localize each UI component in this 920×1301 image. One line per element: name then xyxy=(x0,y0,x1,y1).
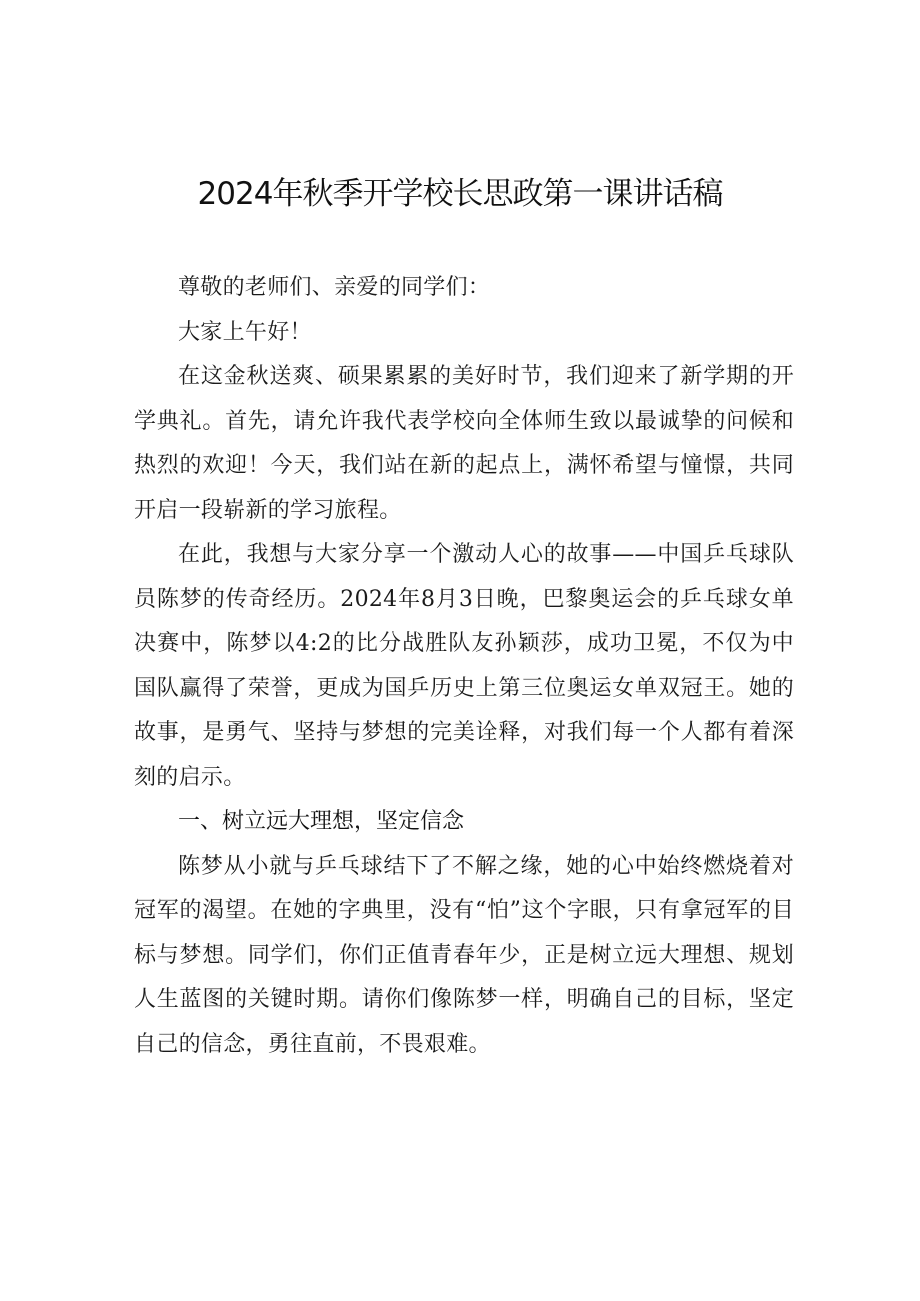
section-heading: 一、树立远大理想，坚定信念 xyxy=(178,809,465,834)
salutation-paragraph: 大家上午好！ xyxy=(178,319,312,345)
greeting-paragraph: 尊敬的老师们、亲爱的同学们： xyxy=(178,275,491,300)
opening-paragraph: 在这金秋送爽、硕果累累的美好时节，我们迎来了新学期的开学典礼。首先，请允许我代表学校向全体师生致以最诚挚的问候和热烈的欢迎！今天，我们站在新的起点上，满怀希望与憧憬，共同开启一段崭新的学习旅程。 xyxy=(134,364,794,523)
story-paragraph: 在此，我想与大家分享一个激动人心的故事——中国乒乓球队员陈梦的传奇经历。2024年8月3日晚，巴黎奥运会的乒乓球女单决赛中，陈梦以4:2的比分战胜队友孙颖莎，成功卫冕，不仅为中国队赢得了荣誉，更成为国乒历史上第三位奥运女单双冠王。她的故事，是勇气、坚持与梦想的完美诠释，对我们每一个人都有着深刻的启示。 xyxy=(134,542,794,790)
document-title: 2024年秋季开学校长思政第一课讲话稿 xyxy=(197,176,723,212)
section-paragraph: 陈梦从小就与乒乓球结下了不解之缘，她的心中始终燃烧着对冠军的渴望。在她的字典里，没有“怕”这个字眼，只有拿冠军的目标与梦想。同学们，你们正值青春年少，正是树立远大理想、规划人生蓝图的关键时期。请你们像陈梦一样，明确自己的目标，坚定自己的信念，勇往直前，不畏艰难。 xyxy=(134,853,794,1057)
document-body xyxy=(134,266,794,1067)
